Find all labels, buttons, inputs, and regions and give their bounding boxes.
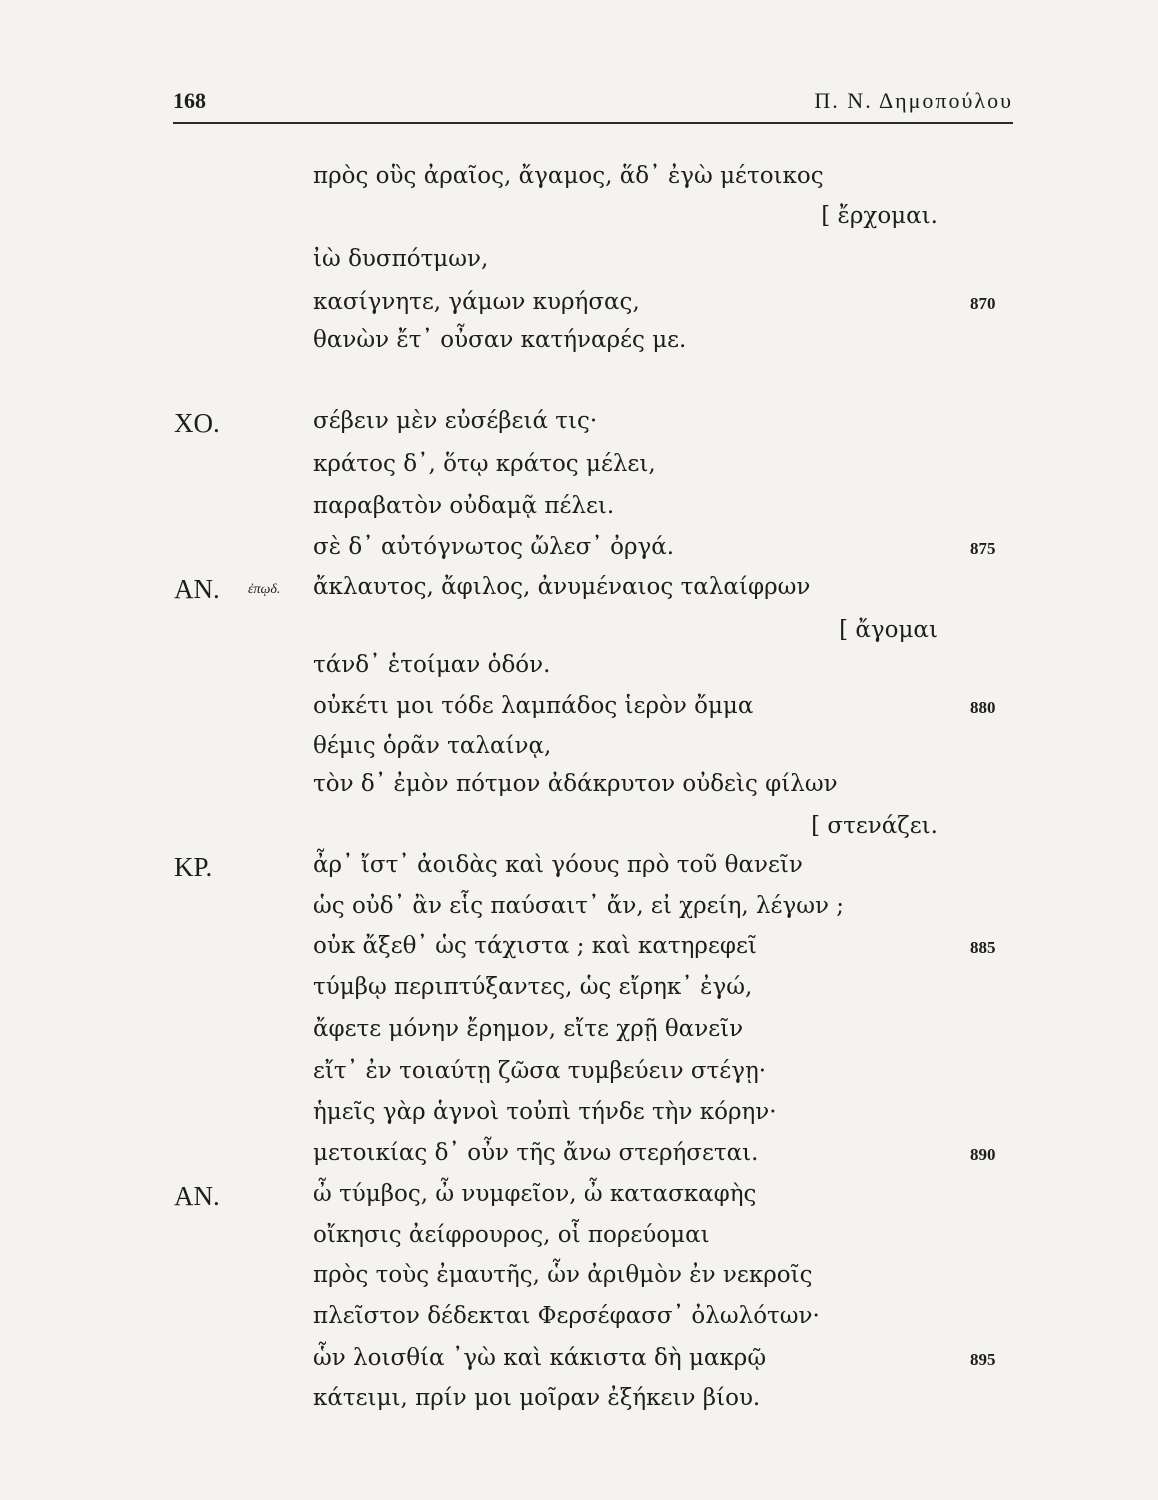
verse-line: [0, 852, 1158, 892]
verse-line: [0, 574, 1158, 614]
verse-line: [0, 289, 1158, 329]
line-number: 870: [970, 294, 996, 313]
verse-text: ἆρ᾽ ἴστ᾽ ἀοιδὰς καὶ γόους πρὸ τοῦ θανεῖν: [313, 852, 803, 878]
verse-text: θέμις ὁρᾶν ταλαίνᾳ,: [313, 733, 552, 759]
header-rule: [173, 122, 1013, 124]
speaker-label: ΧΟ.: [174, 408, 220, 438]
line-number: 875: [970, 539, 996, 558]
verse-text: ἡμεῖς γὰρ ἁγνοὶ τοὐπὶ τήνδε τὴν κόρην·: [313, 1099, 777, 1125]
verse-line: [0, 1181, 1158, 1221]
verse-text: θανὼν ἔτ᾽ οὖσαν κατήναρές με.: [313, 327, 687, 353]
verse-line: [0, 163, 1158, 203]
verse-line: [0, 534, 1158, 574]
verse-text: πλεῖστον δέδεκται Φερσέφασσ᾽ ὀλωλότων·: [313, 1303, 820, 1329]
verse-line: [0, 771, 1158, 811]
verse-text: τάνδ᾽ ἑτοίμαν ὁδόν.: [313, 652, 551, 678]
verse-text: οἴκησις ἀείφρουρος, οἷ πορεύομαι: [313, 1222, 710, 1248]
page-header: [173, 86, 1013, 126]
verse-line: [0, 1303, 1158, 1343]
verse-text: οὐκέτι μοι τόδε λαμπάδος ἱερὸν ὄμμα: [313, 693, 754, 719]
verse-text: οὐκ ἄξεθ᾽ ὡς τάχιστα ; καὶ κατηρεφεῖ: [313, 933, 757, 959]
verse-text: ὦ τύμβος, ὦ νυμφεῖον, ὦ κατασκαφὴς: [313, 1181, 757, 1207]
verse-text: μετοικίας δ᾽ οὖν τῆς ἄνω στερήσεται.: [313, 1140, 759, 1166]
verse-line: [0, 408, 1158, 448]
verse-line: [0, 493, 1158, 533]
verse-line: [0, 733, 1158, 773]
verse-line: [0, 652, 1158, 692]
line-number: 880: [970, 698, 996, 717]
verse-line: [0, 974, 1158, 1014]
verse-line: [0, 1099, 1158, 1139]
verse-line: [0, 1385, 1158, 1425]
verse-text: ἰὼ δυσπότμων,: [313, 246, 489, 272]
verse-text: σὲ δ᾽ αὐτόγνωτος ὤλεσ᾽ ὀργά.: [313, 534, 675, 560]
verse-line: [0, 693, 1158, 733]
verse-line: [0, 933, 1158, 973]
verse-line: [0, 1016, 1158, 1056]
speaker-label: ΑΝ.: [174, 574, 220, 604]
verse-continuation: [ ἄγομαι: [839, 617, 938, 643]
verse-line: [0, 1140, 1158, 1180]
page-number: 168: [173, 88, 206, 113]
verse-line: [0, 617, 1158, 657]
verse-line: [0, 327, 1158, 367]
verse-text: ἄφετε μόνην ἔρημον, εἴτε χρῇ θανεῖν: [313, 1016, 744, 1042]
verse-line: [0, 451, 1158, 491]
section-label: ἐπῳδ.: [248, 582, 281, 597]
verse-line: [0, 813, 1158, 853]
verse-text: τύμβῳ περιπτύξαντες, ὡς εἴρηκ᾽ ἐγώ,: [313, 974, 753, 1000]
verse-text: παραβατὸν οὐδαμᾷ πέλει.: [313, 493, 615, 519]
verse-line: [0, 1345, 1158, 1385]
verse-line: [0, 1058, 1158, 1098]
verse-text: κράτος δ᾽, ὅτῳ κράτος μέλει,: [313, 451, 656, 477]
speaker-label: ΑΝ.: [174, 1181, 220, 1211]
line-number: 895: [970, 1350, 996, 1369]
verse-line: [0, 1262, 1158, 1302]
verse-text: ὡς οὐδ᾽ ἂν εἷς παύσαιτ᾽ ἄν, εἰ χρείη, λέγων ;: [313, 893, 845, 919]
verse-text: πρὸς οὓς ἀραῖος, ἄγαμος, ἅδ᾽ ἐγὼ μέτοικος: [313, 163, 824, 189]
verse-line: [0, 203, 1158, 243]
line-number: 885: [970, 938, 996, 957]
verse-continuation: [ στενάζει.: [811, 813, 938, 839]
verse-continuation: [ ἔρχομαι.: [821, 203, 938, 229]
verse-text: σέβειν μὲν εὐσέβειά τις·: [313, 408, 598, 434]
verse-line: [0, 893, 1158, 933]
verse-line: [0, 246, 1158, 286]
verse-text: κάτειμι, πρίν μοι μοῖραν ἐξήκειν βίου.: [313, 1385, 761, 1411]
verse-text: κασίγνητε, γάμων κυρήσας,: [313, 289, 640, 315]
speaker-label: ΚΡ.: [174, 852, 213, 882]
verse-text: ἄκλαυτος, ἄφιλος, ἀνυμέναιος ταλαίφρων: [313, 574, 811, 600]
verse-text: εἴτ᾽ ἐν τοιαύτῃ ζῶσα τυμβεύειν στέγῃ·: [313, 1058, 767, 1084]
verse-text: ὧν λοισθία ᾽γὼ καὶ κάκιστα δὴ μακρῷ: [313, 1345, 767, 1371]
line-number: 890: [970, 1145, 996, 1164]
verse-text: πρὸς τοὺς ἐμαυτῆς, ὧν ἀριθμὸν ἐν νεκροῖς: [313, 1262, 813, 1288]
verse-text: τὸν δ᾽ ἐμὸν πότμον ἀδάκρυτον οὐδεὶς φίλων: [313, 771, 838, 797]
running-head: Π. Ν. Δημοπούλου: [814, 88, 1013, 113]
verse-line: [0, 1222, 1158, 1262]
